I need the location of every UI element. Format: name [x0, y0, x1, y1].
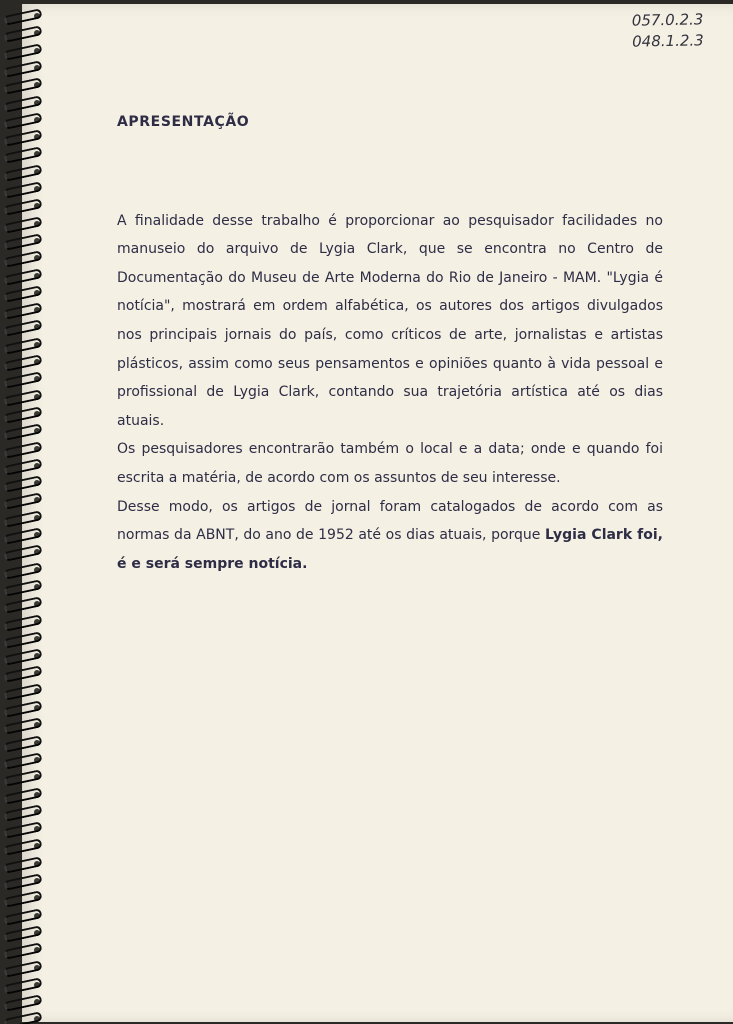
binding-coil	[3, 510, 42, 528]
binding-coil	[3, 735, 42, 753]
binding-coil	[3, 717, 42, 735]
binding-coil	[3, 839, 42, 857]
binding-coil	[3, 8, 42, 26]
binding-coil	[3, 544, 42, 562]
binding-coil	[3, 129, 42, 147]
binding-coil	[3, 925, 42, 943]
binding-coil	[3, 77, 42, 95]
binding-coil	[3, 994, 42, 1012]
shelf-mark-1: 057.0.2.3	[632, 10, 704, 30]
binding-coil	[3, 43, 42, 61]
binding-coil	[3, 752, 42, 770]
handwritten-shelf-marks	[632, 9, 704, 52]
binding-coil	[3, 873, 42, 891]
binding-coil	[3, 579, 42, 597]
binding-coil	[3, 60, 42, 78]
page-title: APRESENTAÇÃO	[117, 114, 250, 130]
binding-coil	[3, 423, 42, 441]
binding-coil	[3, 25, 42, 43]
binding-coil	[3, 700, 42, 718]
binding-coil	[3, 683, 42, 701]
binding-coil	[3, 648, 42, 666]
conclusion-text: Desse modo, os artigos de jornal foram catalogados de acordo com as normas da ABNT, do ano de 1952 até os dias atuais, porque	[117, 498, 663, 544]
binding-coil	[3, 233, 42, 251]
binding-coil	[3, 112, 42, 130]
binding-coil	[3, 147, 42, 165]
paragraph-researchers: Os pesquisadores encontrarão também o local e a data; onde e quando foi escrita a matéria, de acordo com os assuntos de seu interesse.	[117, 441, 663, 486]
binding-coil	[3, 908, 42, 926]
binding-coil	[3, 371, 42, 389]
binding-coil	[3, 475, 42, 493]
binding-coil	[3, 596, 42, 614]
binding-coil	[3, 320, 42, 338]
binding-coil	[3, 164, 42, 182]
binding-coil	[3, 960, 42, 978]
binding-coil	[3, 354, 42, 372]
binding-coil	[3, 562, 42, 580]
binding-coil	[3, 389, 42, 407]
binding-coil	[3, 441, 42, 459]
binding-coil	[3, 856, 42, 874]
binding-coil	[3, 337, 42, 355]
binding-coil	[3, 285, 42, 303]
binding-coil	[3, 527, 42, 545]
binding-coil	[3, 821, 42, 839]
binding-coil	[3, 631, 42, 649]
binding-coil	[3, 769, 42, 787]
binding-coil	[3, 250, 42, 268]
binding-coil	[3, 804, 42, 822]
conclusion-emphasis: Lygia Clark foi, é e será sempre notícia.	[117, 527, 663, 572]
binding-coil	[3, 942, 42, 960]
binding-coil	[3, 493, 42, 511]
binding-coil	[3, 406, 42, 424]
document-page	[22, 4, 733, 1022]
spiral-binding	[0, 0, 46, 1024]
binding-coil	[3, 666, 42, 684]
binding-coil	[3, 1012, 42, 1024]
page-content	[117, 108, 663, 578]
binding-coil	[3, 890, 42, 908]
binding-coil	[3, 614, 42, 632]
binding-coil	[3, 302, 42, 320]
binding-coil	[3, 216, 42, 234]
paragraph-conclusion	[117, 493, 663, 579]
binding-coil	[3, 198, 42, 216]
binding-coil	[3, 787, 42, 805]
binding-coil	[3, 458, 42, 476]
binding-coil	[3, 977, 42, 995]
paragraph-intro: A finalidade desse trabalho é proporcionar ao pesquisador facilidades no manuseio do arquivo de Lygia Clark, que se encontra no Centro de Documentação do Museu de Arte Moderna do Rio de Janeiro - MAM. "Lygia é notícia", mostrará em ordem alfabética, os autores dos artigos divulgados nos principais jornais do país, como críticos de arte, jornalistas e artistas plásticos, assim como seus pensamentos e opiniões quanto à vida pessoal e profissional de Lygia Clark, contando sua trajetória artística até os dias atuais.	[117, 212, 663, 429]
binding-coil	[3, 181, 42, 199]
shelf-mark-2: 048.1.2.3	[632, 31, 705, 51]
binding-coil	[3, 268, 42, 286]
binding-coil	[3, 95, 42, 113]
